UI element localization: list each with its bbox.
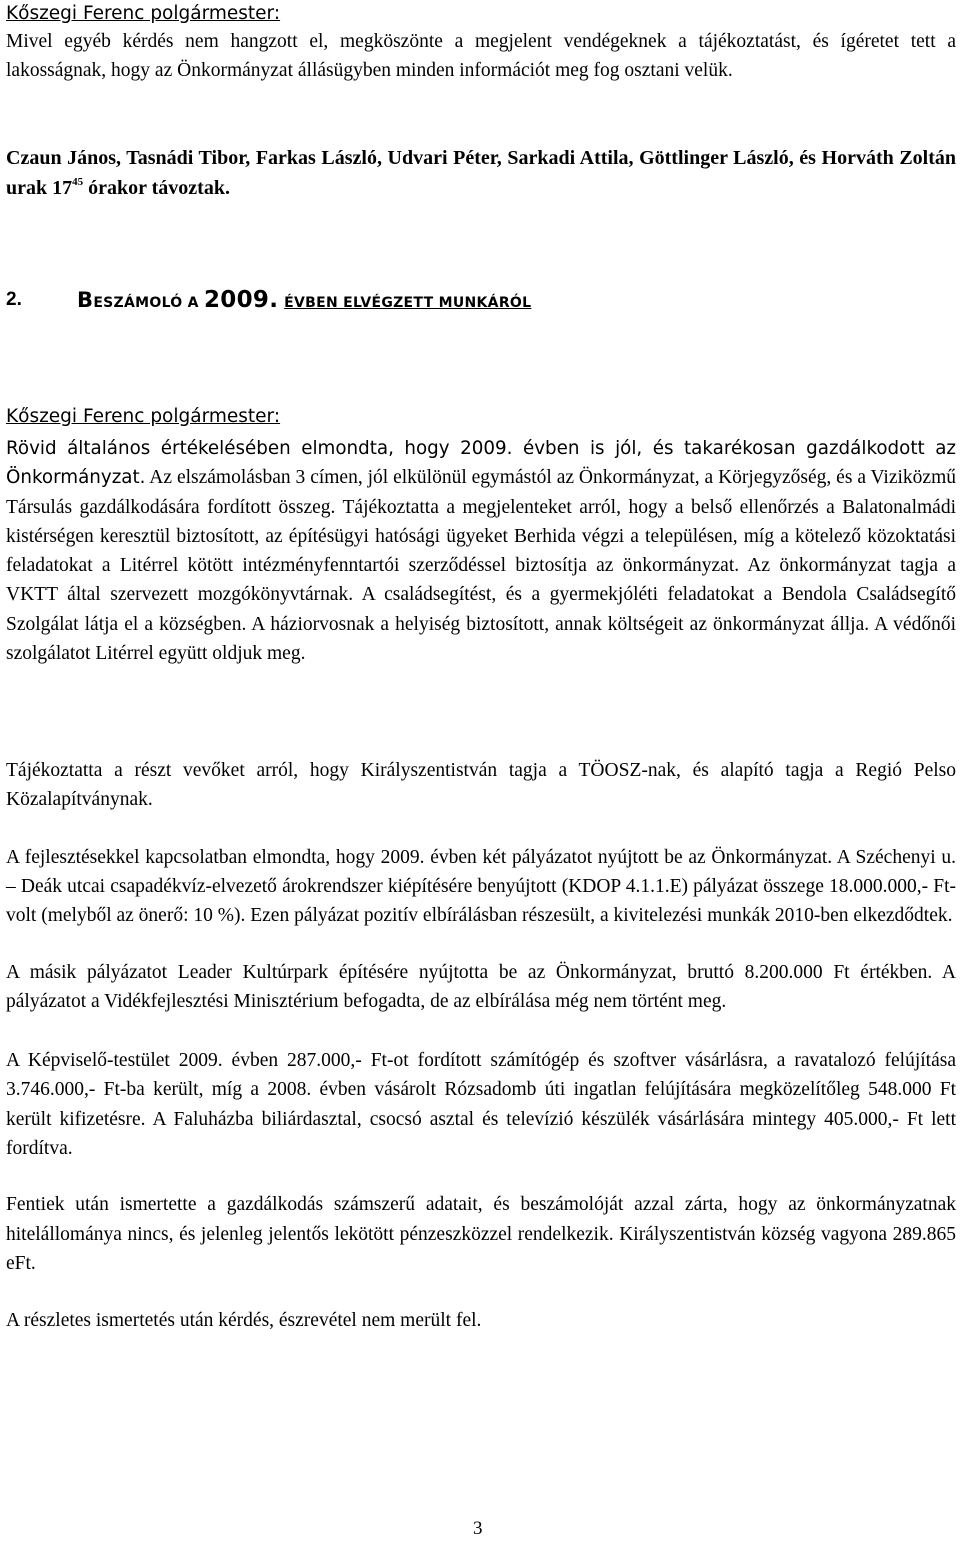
section-number: 2. [6, 289, 22, 310]
speaker-label: Kőszegi Ferenc polgármester: [6, 3, 281, 24]
closing-paragraph: A részletes ismertetés után kérdés, észrevétel nem merült fel. [6, 1310, 482, 1331]
finance-summary-paragraph: Fentiek után ismertette a gazdálkodás számszerű adatait, és beszámolóját azzal zárta, hogy az önkormányzatnak hitelállománya nincs, és jelenleg jelentős lekötött pénzeszközzel rendelkezik. Királyszentistván község vagyona 289.865 eFt. [6, 1194, 956, 1274]
section-title-part: ESZÁMOLÓ A [93, 295, 204, 311]
speaker-label: Kőszegi Ferenc polgármester: [6, 406, 281, 427]
report-body: Az elszámolásban 3 címen, jól elkülönül egymástól az Önkormányzat, a Körjegyzőség, és a Viziközmű Társulás gazdálkodására fordított összeg. Tájékoztatta a megjelenteket arról, hogy a belső ellenőrzés a Balatonalmádi kistérségen keresztül biztosított, az építésügyi hatósági ügyeket Berhida végzi a településen, míg a kötelező közoktatási feladatokat a Litérrel kötött intézményfenntartói szerződéssel biztosítja az önkormányzat. Az önkormányzat tagja a VKTT által szervezett mozgókönyvtárnak. A családsegítést, és a gyermekjóléti feladatokat a Bendola Családsegítő Szolgálat látja el a községben. A háziorvosnak a helyiség biztosított, annak költségeit az önkormányzat állja. A védőnői szolgálatot Litérrel együtt oldjuk meg. [6, 467, 956, 665]
departure-minutes: 45 [72, 176, 84, 188]
page-number: 3 [473, 1518, 483, 1539]
departure-paragraph [6, 143, 956, 203]
report-intro: Rövid általános értékelésében elmondta, hogy 2009. évben is jól, és takarékosan gazdálkodott az Önkormányzat. [6, 438, 956, 489]
closing-remarks-paragraph: Mivel egyéb kérdés nem hangzott el, megköszönte a megjelent vendégeknek a tájékoztatást, és ígéretet tett a lakosságnak, hogy az Önkormányzat állásügyben minden információt meg fog osztani velük. [6, 31, 956, 82]
development-paragraph-2: A másik pályázatot Leader Kultúrpark építésére nyújtotta be az Önkormányzat, bruttó 8.200.000 Ft értékben. A pályázatot a Vidékfejlesztési Minisztérium befogadta, de az elbírálása még nem történt meg. [6, 962, 956, 1013]
section-title-initial: B [77, 288, 94, 312]
departure-tail: órakor távoztak. [83, 177, 230, 199]
section-title [77, 287, 531, 313]
departure-names: Czaun János, Tasnádi Tibor, Farkas László, Udvari Péter, Sarkadi Attila, Göttlinger László, és Horváth Zoltán urak 17 [6, 147, 956, 199]
section-heading [6, 287, 956, 317]
development-paragraph-1: A fejlesztésekkel kapcsolatban elmondta, hogy 2009. évben két pályázatot nyújtott be az Önkormányzat. A Széchenyi u. – Deák utcai csapadékvíz-elvezető árokrendszer kiépítésére benyújtott (KDOP 4.1.1.E) pályázat összege 18.000.000,- Ft-volt (melyből az önerő: 10 %). Ezen pályázat pozitív elbírálásban részesült, a kivitelezési munkák 2010-ben elkezdődtek. [6, 847, 956, 927]
section-title-underlined: ÉVBEN ELVÉGZETT MUNKÁRÓL [284, 295, 532, 311]
development-paragraph-3: A Képviselő-testület 2009. évben 287.000,- Ft-ot fordított számítógép és szoftver vásárlásra, a ravatalozó felújítása 3.746.000,- Ft-ba került, míg a 2008. évben vásárolt Rózsadomb úti ingatlan felújítására megközelítőleg 548.000 Ft került kifizetésre. A Faluházba biliárdasztal, csocsó asztal és televízió készülék vásárlására mintegy 405.000,- Ft lett fordítva. [6, 1050, 956, 1159]
report-paragraph [6, 434, 956, 668]
section-title-year: 2009. [204, 287, 279, 313]
toosz-paragraph: Tájékoztatta a részt vevőket arról, hogy Királyszentistván tagja a TÖOSZ-nak, és alapító tagja a Regió Pelso Közalapítványnak. [6, 760, 956, 811]
